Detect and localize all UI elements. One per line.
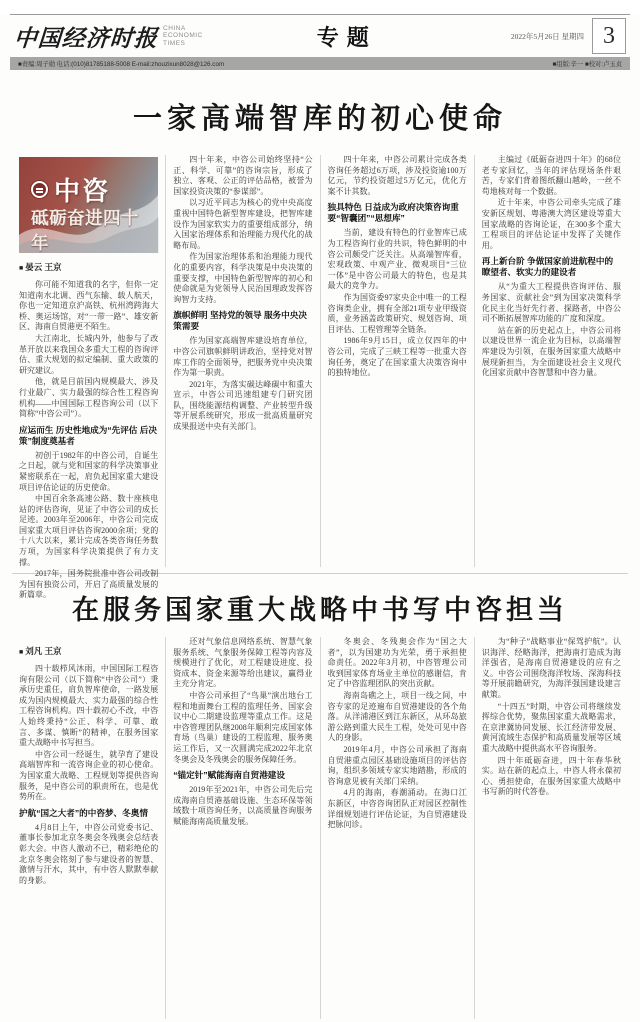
column-subhead: 护航“国之大者”的中咨梦、冬奥情 xyxy=(19,807,148,818)
article2-byline: ■ 刘凡 王京 xyxy=(19,645,158,657)
body-paragraph: 2019年4月，中咨公司承担了海南自贸港重点园区基础设施项目的评估咨询，组织多领域专家实地踏勘，形成的咨询意见被有关部门采纳。 xyxy=(327,744,467,786)
article2-column-3 xyxy=(320,637,474,1019)
body-paragraph: 他，就是目前国内规模最大、涉及行业最广、实力最强的综合性工程咨询机构——中国国际工程咨询公司（以下简称“中咨公司”）。 xyxy=(19,377,159,419)
body-paragraph: 近十年来，中咨公司牵头完成了雄安新区规划、粤港澳大湾区建设等重大国家战略的咨询论证，在300多个重大工程项目的评估论证中发挥了关键作用。 xyxy=(481,198,621,250)
article2-column-4 xyxy=(474,637,628,1019)
article1-columns xyxy=(0,155,640,600)
masthead-english xyxy=(163,25,203,48)
body-paragraph: 4月的海南，春潮涌动。在海口江东新区，中咨咨询团队正对园区控制性详细规划进行评估论证，为自贸港建设把脉问诊。 xyxy=(327,788,467,830)
article1-column-3 xyxy=(320,155,474,567)
body-paragraph: 中咨公司一经诞生，就孕育了建设高端智库和一流咨询企业的初心使命。为国家重大战略、工程规划等提供咨询服务，是中咨公司的职责所在，也是优势所在。 xyxy=(19,749,159,802)
article1-byline: ■ 晏云 王京 xyxy=(19,261,158,273)
body-paragraph: 站在新的历史起点上，中咨公司将以建设世界一流企业为目标，以高端智库建设为引领，在服务国家重大战略中展现新担当，为全面建设社会主义现代化国家贡献中咨智慧和中咨力量。 xyxy=(481,325,621,378)
body-paragraph: 以习近平同志为核心的党中央高度重视中国特色新型智库建设，把智库建设作为国家软实力的重要组成部分，纳入国家治理体系和治理能力现代化的战略布局。 xyxy=(173,198,313,250)
article1-column-4 xyxy=(474,155,628,567)
brand-row xyxy=(31,171,110,208)
body-paragraph: 中国百余条高速公路、数十座核电站的评估咨询，见证了中咨公司的成长足迹。2003年至2006年，中咨公司完成国家重大项目评估咨询2000余项；党的十八大以来，累计完成各类咨询任务数万项，为国家科学决策提供了有力支撑。 xyxy=(19,494,159,567)
masthead-en-line: TIMES xyxy=(163,39,186,47)
body-paragraph: 海南岛礁之上，项目一线之间，中咨专家的足迹遍布自贸港建设的各个角落。从洋浦港区到江东新区，从环岛旅游公路到重大民生工程，处处可见中咨人的身影。 xyxy=(327,690,467,743)
page-number: 3 xyxy=(592,18,626,54)
body-paragraph: 你可能不知道我的名字，但你一定知道南水北调、西气东输、载人航天，你也一定知道京沪高铁、杭州湾跨海大桥、奥运场馆，对“一带一路”、雄安新区、海南自贸港更不陌生。 xyxy=(19,280,159,332)
masthead xyxy=(14,20,203,53)
body-paragraph: “十四五”时期，中咨公司将继续发挥综合优势，聚焦国家重大战略需求，在京津冀协同发展、长江经济带发展、黄河流域生态保护和高质量发展等区域重大战略中提供高水平咨询服务。 xyxy=(481,701,621,753)
body-paragraph: 还对气象信息网络系统、智慧气象服务系统、气象服务保障工程等内容及规模进行了优化，对工程建设进度、投资成本、资金来源等给出建议，赢得业主充分肯定。 xyxy=(173,637,313,689)
body-paragraph: 为“种子”战略事业“保驾护航”。认识海洋、经略海洋，把海南打造成为海洋强省，是海南自贸港建设的应有之义。中咨公司围绕海洋牧场、深海科技等开展前瞻研究，为海洋强国建设建言献策。 xyxy=(481,637,621,699)
body-paragraph: 四十载栉风沐雨，中国国际工程咨询有限公司（以下简称“中咨公司”）秉承历史重任，肩负智库使命，一路发展成为国内规模最大、实力最强的综合性工程咨询机构。四十载初心不改，中咨人始终秉持“公正、科学、可靠、敢言、多谋、慎断”的精神，在服务国家重大战略中书写担当。 xyxy=(19,664,159,748)
section-title: 专题 xyxy=(316,24,377,50)
article1-headline: 一家高端智库的初心使命 xyxy=(132,103,507,135)
column-subhead: “锚定针”赋能海南自贸港建设 xyxy=(173,770,285,781)
masthead-en-line: ECONOMIC xyxy=(163,32,203,40)
page-header xyxy=(0,15,640,55)
ciecc-logo-icon xyxy=(31,181,48,198)
article1-column-1 xyxy=(12,155,165,600)
article2-column-2 xyxy=(165,637,319,1019)
anniversary-logo-box xyxy=(19,157,158,253)
article1-column-2 xyxy=(165,155,319,567)
body-paragraph: 大江南北，长城内外，他参与了改革开放以来我国众多重大工程的咨询评估、重大规划的拟定编制、重大政策的研究建议。 xyxy=(19,333,159,375)
body-paragraph: 2021年，为落实碳达峰碳中和重大宣示，中咨公司迅速组建专门研究团队，围绕能源结构调整、产业转型升级等开展系统研究，形成一批高质量研究成果报送中央有关部门。 xyxy=(173,379,313,432)
article2-headline: 在服务国家重大战略中书写中咨担当 xyxy=(72,595,568,625)
body-paragraph: 四十年来，中咨公司累计完成各类咨询任务超过6万项，涉及投资逾100万亿元，节约投资超过5万亿元，优化方案不计其数。 xyxy=(327,155,467,196)
layout-proof-credits: ■组版:辛一 ■校对:卢玉贞 xyxy=(552,61,622,68)
body-paragraph: 初创于1982年的中咨公司，自诞生之日起，就与党和国家的科学决策事业紧密联系在一起，肩负起国家重大建设项目评估论证的历史使命。 xyxy=(19,450,159,492)
body-paragraph: 2017年，国务院批准中咨公司改制为国有独资公司，开启了高质量发展的新篇章。 xyxy=(19,569,159,600)
masthead-logo: 中国经济时报 xyxy=(12,25,159,51)
body-paragraph: 作为国家高端智库建设培育单位，中咨公司旗帜鲜明讲政治，坚持党对智库工作的全面领导，把服务党中央决策作为第一职责。 xyxy=(173,336,313,378)
masthead-en-line: CHINA xyxy=(163,24,186,32)
article2-col1-text xyxy=(19,664,158,886)
body-paragraph: 当前，建设有特色的行业智库已成为工程咨询行业的共识，特色鲜明的中咨公司颇受广泛关注。从高端智库看，宏观政策、中观产业、微观项目“三位一体”是中咨公司最大的特色，也是其最大的竞争力。 xyxy=(327,228,467,291)
body-paragraph: 2019年至2021年，中咨公司先后完成海南自贸港基础设施、生态环保等领域数十项咨询任务，以高质量咨询服务赋能海南高质量发展。 xyxy=(173,785,313,826)
editor-info-bar xyxy=(10,57,630,70)
body-paragraph: 四十年来，中咨公司始终坚持“公正、科学、可靠”的咨询宗旨，形成了独立、客观、公正的评估品格，被誉为国家投资决策的“参谋部”。 xyxy=(173,155,313,196)
body-paragraph: 中咨公司承担了“鸟巢”演出地台工程和地面舞台工程的监理任务、国家会议中心二期建设监理等重点工作。这是中咨管理团队继2008年顺利完成国家体育场（鸟巢）建设的工程监理、服务奥运工作后，又一次圆满完成2022年北京冬奥会及冬残奥会的服务保障任务。 xyxy=(173,690,313,764)
body-paragraph: 四十年砥砺奋进，四十年春华秋实。站在新的起点上，中咨人将永葆初心、勇担使命，在服务国家重大战略中书写新的时代答卷。 xyxy=(481,755,621,797)
newspaper-page xyxy=(0,14,640,1022)
body-paragraph: 主编过《砥砺奋进四十年》的68位老专家回忆，当年的评估现场条件艰苦，专家们背着图纸翻山越岭，一丝不苟地核对每一个数据。 xyxy=(481,155,621,196)
article2-column-1 xyxy=(12,637,165,1019)
body-paragraph: 作为国家治理体系和治理能力现代化的重要内容，科学决策是中央决策的重要支撑，中国特色新型智库的初心和使命就是为党领导人民治国理政发挥咨询智力支持。 xyxy=(173,252,313,304)
article1-col1-text xyxy=(19,280,158,601)
column-subhead: 再上新台阶 争做国家前进航程中的瞭望者、软实力的建设者 xyxy=(481,256,614,278)
body-paragraph: 作为国资委97家央企中唯一的工程咨询类企业，拥有全部21项专业甲级资质，业务涵盖政策研究、规划咨询、项目评估、工程管理等全链条。 xyxy=(327,292,467,334)
editor-contact: ■责编:周子勋 电话:(010)81785188-5008 E-mail:zhouzixun8028@126.com xyxy=(18,61,225,68)
issue-date: 2022年5月26日 星期四 xyxy=(510,31,584,41)
brand-name: 中咨 xyxy=(54,176,111,206)
body-paragraph: 从“为重大工程提供咨询评估、服务国家、贡献社会”到为国家决策科学化民主化当好先行者、探路者，中咨公司不断拓展智库功能的广度和深度。 xyxy=(481,282,621,324)
anniversary-slogan: 砥砺奋进四十年 xyxy=(31,208,139,253)
article2-columns xyxy=(0,637,640,1019)
column-subhead: 旗帜鲜明 坚持党的领导 服务中央决策需要 xyxy=(173,310,307,332)
body-paragraph: 冬奥会、冬残奥会作为“国之大者”，以为国建功为光荣，勇于承担使命责任。2022年3月初，中咨管理公司收到国家体育场业主单位的感谢信，肯定了中咨监理团队的突出贡献。 xyxy=(327,637,467,689)
body-paragraph: 1986年9月15日，成立仅四年的中咨公司，完成了三峡工程等一批重大咨询任务，奠定了在国家重大决策咨询中的独特地位。 xyxy=(327,336,467,378)
column-subhead: 独具特色 日益成为政府决策咨询重要“智囊团”“思想库” xyxy=(327,202,459,224)
date-page-block xyxy=(511,18,626,54)
column-subhead: 应运而生 历史性地成为“先评估 后决策”制度奠基者 xyxy=(19,424,157,446)
body-paragraph: 4月8日上午，中咨公司党委书记、董事长参加北京冬奥会冬残奥会总结表彰大会。中咨人激动不已，精彩绝伦的北京冬奥会铭刻了参与建设者的智慧、激情与汗水，其中，有中咨人默默奉献的身影。 xyxy=(19,822,159,885)
